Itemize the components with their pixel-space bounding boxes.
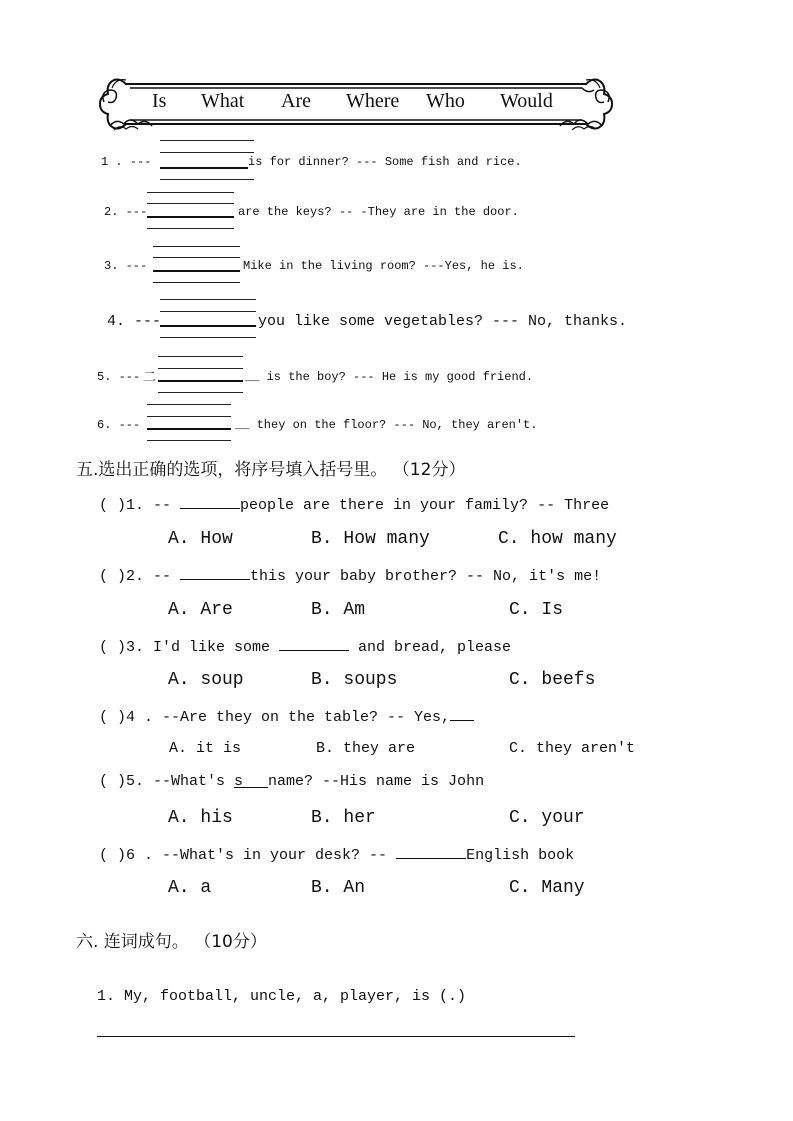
- section-title: 六. 连词成句。 （10分）: [76, 932, 267, 952]
- option-b[interactable]: B. her: [311, 808, 376, 828]
- section-title: 五.选出正确的选项，将序号填入括号里。 （12分）: [76, 460, 466, 480]
- question-number: 6. ---: [97, 418, 141, 432]
- word-bank-item: What: [201, 90, 245, 112]
- mc-question: [99, 773, 484, 790]
- option-c[interactable]: C. your: [509, 808, 585, 828]
- option-b[interactable]: B. soups: [311, 670, 398, 690]
- answer-line[interactable]: [97, 1036, 575, 1037]
- question-text: are the keys? -- -They are in the door.: [238, 205, 519, 219]
- word-bank-item: Are: [281, 90, 311, 112]
- word-bank-item: Would: [500, 90, 553, 112]
- question-text: __ they on the floor? --- No, they aren't.: [235, 418, 538, 432]
- question-text: __ is the boy? --- He is my good friend.: [245, 370, 534, 384]
- question-prefix: ( )4 . --Are they on the table? -- Yes,: [99, 709, 451, 726]
- option-b[interactable]: B. Am: [311, 600, 366, 620]
- question-number: 1 . ---: [101, 155, 152, 169]
- question-text: and bread, please: [349, 639, 512, 656]
- word-bank-item: Who: [426, 90, 465, 112]
- question-text: this your baby brother? -- No, it's me!: [250, 568, 602, 585]
- option-b[interactable]: B. How many: [311, 529, 430, 549]
- question-prefix: ( )5. --What's: [99, 773, 235, 790]
- question-number: 3. ---: [104, 259, 148, 273]
- answer-blank[interactable]: s: [234, 773, 268, 788]
- question-number: 4. ---: [107, 313, 162, 330]
- question-text: name? --His name is John: [268, 773, 485, 790]
- option-c[interactable]: C. they aren't: [509, 740, 636, 757]
- option-c[interactable]: C. Many: [509, 878, 585, 898]
- question-text: is for dinner? --- Some fish and rice.: [248, 155, 522, 169]
- question-number: 5. ---: [97, 370, 141, 384]
- mc-question: [99, 636, 511, 656]
- answer-blank[interactable]: [279, 636, 349, 651]
- question-text: English book: [466, 847, 575, 864]
- sentence-words: 1. My, football, uncle, a, player, is (.): [97, 988, 467, 1005]
- mc-question: [99, 706, 474, 726]
- question-text: Mike in the living room? ---Yes, he is.: [243, 259, 524, 273]
- question-text: you like some vegetables? --- No, thanks.: [258, 313, 628, 330]
- mc-question: [99, 565, 601, 585]
- mc-question: [99, 494, 609, 514]
- question-mark: 二: [143, 370, 157, 385]
- option-c[interactable]: C. beefs: [509, 670, 596, 690]
- option-a[interactable]: A. soup: [168, 670, 244, 690]
- option-a[interactable]: A. his: [168, 808, 233, 828]
- question-prefix: ( )6 . --What's in your desk? --: [99, 847, 397, 864]
- mc-question: [99, 844, 574, 864]
- question-prefix: ( )1. --: [99, 497, 181, 514]
- option-a[interactable]: A. it is: [169, 740, 242, 757]
- answer-blank[interactable]: [396, 844, 466, 859]
- word-bank-item: Is: [152, 90, 167, 112]
- answer-blank[interactable]: [180, 494, 240, 509]
- option-c[interactable]: C. how many: [498, 529, 617, 549]
- word-bank-item: Where: [346, 90, 400, 112]
- answer-blank[interactable]: [450, 706, 474, 721]
- question-prefix: ( )2. --: [99, 568, 181, 585]
- option-b[interactable]: B. they are: [316, 740, 416, 757]
- option-a[interactable]: A. How: [168, 529, 233, 549]
- question-text: people are there in your family? -- Three: [240, 497, 610, 514]
- option-c[interactable]: C. Is: [509, 600, 564, 620]
- option-b[interactable]: B. An: [311, 878, 366, 898]
- option-a[interactable]: A. a: [168, 878, 212, 898]
- question-number: 2. ---: [104, 205, 148, 219]
- answer-blank[interactable]: [180, 565, 250, 580]
- option-a[interactable]: A. Are: [168, 600, 233, 620]
- question-prefix: ( )3. I'd like some: [99, 639, 280, 656]
